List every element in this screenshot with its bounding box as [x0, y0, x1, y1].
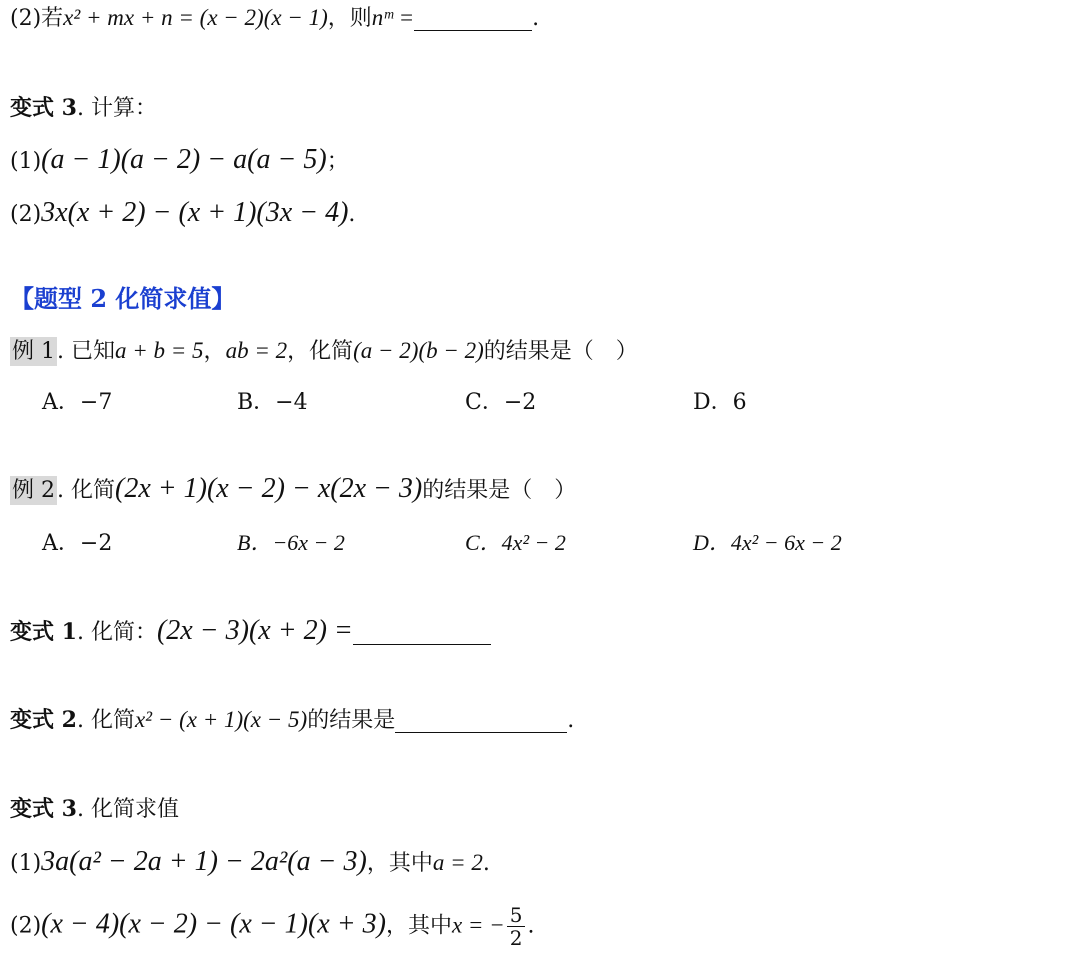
answer-blank[interactable] [395, 708, 567, 733]
variant-label: 变式 1 [10, 619, 77, 645]
option-b[interactable]: B．−6x − 2 [237, 530, 345, 555]
option-a[interactable]: A．−2 [42, 531, 113, 556]
separator: ， [203, 339, 226, 364]
answer-expression: nᵐ = [371, 5, 415, 30]
eval-item-2 [10, 904, 534, 949]
option-c[interactable]: C．4x² − 2 [465, 530, 566, 555]
option-a[interactable]: A．−7 [42, 390, 113, 415]
item-number: (1) [10, 851, 42, 876]
item-number: (1) [10, 149, 42, 174]
expression: (2x + 1)(x − 2) − x(2x − 3) [115, 473, 423, 504]
calc-item-2 [10, 196, 355, 230]
expression: (a − 2)(b − 2) [353, 338, 484, 363]
example-2 [10, 472, 576, 506]
variant-label: 变式 2 [10, 707, 77, 733]
answer-blank[interactable] [353, 620, 491, 645]
question-text: 的结果是（ ） [422, 478, 577, 503]
period: . [567, 708, 575, 733]
period: . [527, 913, 535, 939]
condition: a = 2 [432, 850, 483, 875]
variant-label: 变式 3 [10, 796, 77, 822]
question-text: 的结果是（ ） [483, 339, 638, 364]
eval-item-1 [10, 845, 490, 879]
example-text: ，化简 [287, 339, 354, 364]
variant-1 [10, 614, 491, 648]
example-text: . 已知 [57, 339, 115, 364]
example-tag: 例 1 [12, 339, 55, 364]
fraction-numerator: 5 [507, 904, 526, 927]
period: . [532, 6, 540, 31]
variant-3-eval-title [10, 796, 179, 823]
expression: 3x(x + 2) − (x + 1)(3x − 4) [41, 197, 349, 228]
option-b[interactable]: B．−4 [237, 390, 308, 415]
variant-text: . 化简 [76, 708, 135, 733]
connector-text: ，其中 [366, 851, 433, 876]
section-heading: 【题型 2 化简求值】 [10, 284, 236, 313]
condition-2: ab = 2 [225, 338, 288, 363]
variant-label: 变式 3 [10, 95, 77, 121]
expression: (x − 4)(x − 2) − (x − 1)(x + 3) [41, 908, 386, 940]
variant-text: . 计算： [76, 96, 157, 121]
connector-text: ，则 [327, 6, 372, 31]
variant-text: . 化简求值 [76, 797, 179, 822]
fraction [507, 904, 526, 949]
variant-text: . 化简： [76, 620, 157, 645]
option-d[interactable]: D．4x² − 6x − 2 [693, 530, 842, 555]
expression: 3a(a² − 2a + 1) − 2a²(a − 3) [41, 846, 367, 877]
answer-blank[interactable] [414, 6, 532, 31]
example-tag: 例 2 [12, 478, 55, 503]
problem-2-line [10, 4, 539, 32]
question-text: 的结果是 [307, 708, 396, 733]
option-d[interactable]: D．6 [693, 390, 747, 415]
item-number: (2) [10, 202, 42, 227]
calc-item-1 [10, 143, 349, 177]
example-1 [10, 337, 638, 365]
item-number: (2)若 [10, 6, 64, 31]
fraction-denominator: 2 [509, 926, 523, 950]
condition-1: a + b = 5 [115, 338, 204, 363]
item-number: (2) [10, 913, 42, 939]
example-text: . 化简 [57, 478, 115, 503]
condition: x = − [451, 912, 505, 938]
punctuation: ； [326, 149, 349, 174]
variant-2 [10, 706, 574, 734]
expression: x² − (x + 1)(x − 5) [134, 707, 308, 732]
variant-3-calc-title [10, 95, 157, 122]
punctuation: . [348, 202, 356, 227]
connector-text: ，其中 [385, 913, 452, 939]
period: . [482, 851, 490, 876]
expression: (a − 1)(a − 2) − a(a − 5) [41, 144, 327, 175]
equation: x² + mx + n = (x − 2)(x − 1) [63, 5, 328, 30]
expression: (2x − 3)(x + 2) = [156, 615, 353, 646]
option-c[interactable]: C．−2 [465, 390, 537, 415]
